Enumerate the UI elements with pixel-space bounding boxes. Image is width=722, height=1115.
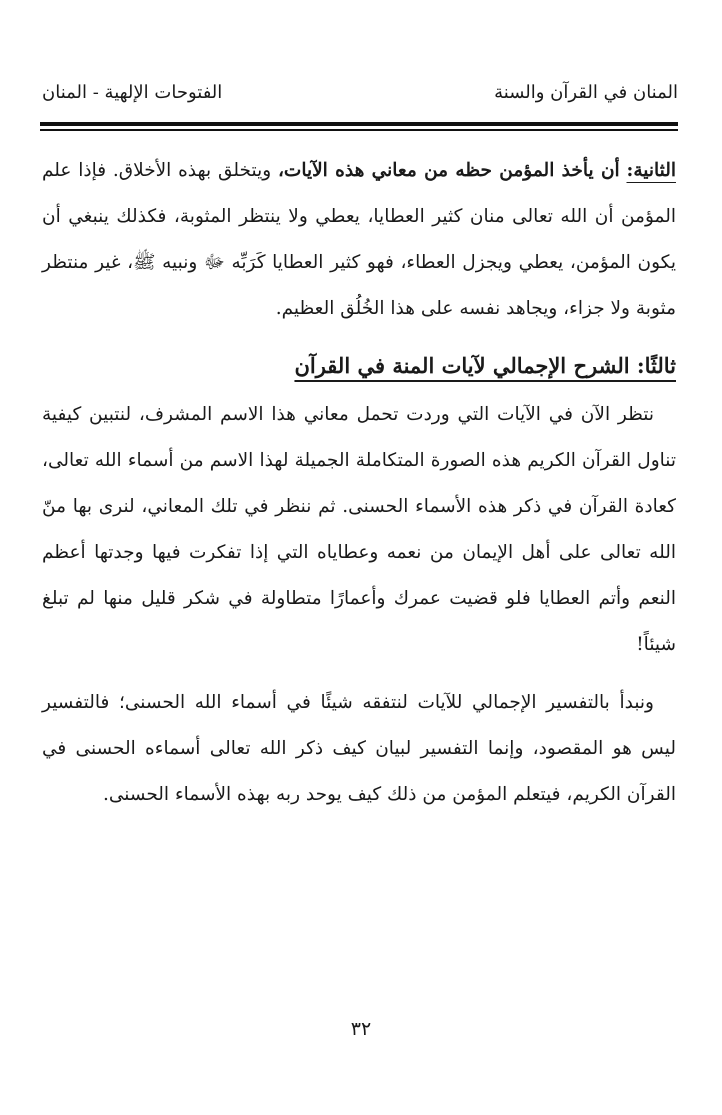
paragraph-second-point [42, 148, 676, 332]
paragraph-method-text: ونبدأ بالتفسير الإجمالي للآيات لنتفقه شيئًا في أسماء الله الحسنى؛ فالتفسير ليس هو المقصود، وإنما التفسير لبيان كيف ذكر الله تعالى أسماءه الحسنى في القرآن الكريم، فيتعلم المؤمن من ذلك كيف يوحد ربه بهذه الأسماء الحسنى. [42, 692, 676, 805]
point-label: الثانية: [626, 160, 676, 181]
running-header [42, 76, 678, 108]
paragraph-intro-text: نتظر الآن في الآيات التي وردت تحمل معاني هذا الاسم المشرف، لنتبين كيفية تناول القرآن الكريم هذه الصورة المتكاملة الجميلة لهذا الاسم من أسماء الله تعالى، كعادة القرآن في ذكر هذه الأسماء الحسنى. ثم ننظر في تلك المعاني، لنرى بها منّ الله تعالى على أهل الإيمان من نعمه وعطاياه التي إذا تفكرت فيها وجدتها أعظم النعم وأتم العطايا فلو قضيت عمرك وأعمارًا متطاولة في شكر قليل منها لم تبلغ شيئاً! [42, 404, 676, 655]
header-book-title: المنان في القرآن والسنة [494, 81, 678, 103]
point-text: ويتخلق بهذه الأخلاق. فإذا علم المؤمن أن الله تعالى منان كثير العطايا، يعطي ولا ينتظر المثوبة، فكذلك ينبغي أن يكون المؤمن، يعطي ويجزل العطاء، فهو كثير العطايا كَرَبِّه ﷻ ونبيه ﷺ، غير منتظر مثوبة ولا جزاء، ويجاهد نفسه على هذا الخُلُق العظيم. [42, 160, 676, 319]
page-number: ٣٢ [350, 1018, 372, 1040]
header-rule-thick [40, 122, 678, 126]
paragraph-intro [42, 392, 676, 668]
header-series-title: الفتوحات الإلهية - المنان [42, 81, 223, 103]
section-title: ثالثًا: الشرح الإجمالي لآيات المنة في القرآن [294, 353, 676, 378]
page-body [42, 148, 676, 830]
point-emphasis: أن يأخذ المؤمن حظه من معاني هذه الآيات، [277, 160, 620, 181]
paragraph-method [42, 680, 676, 818]
header-rule-thin [40, 129, 678, 131]
